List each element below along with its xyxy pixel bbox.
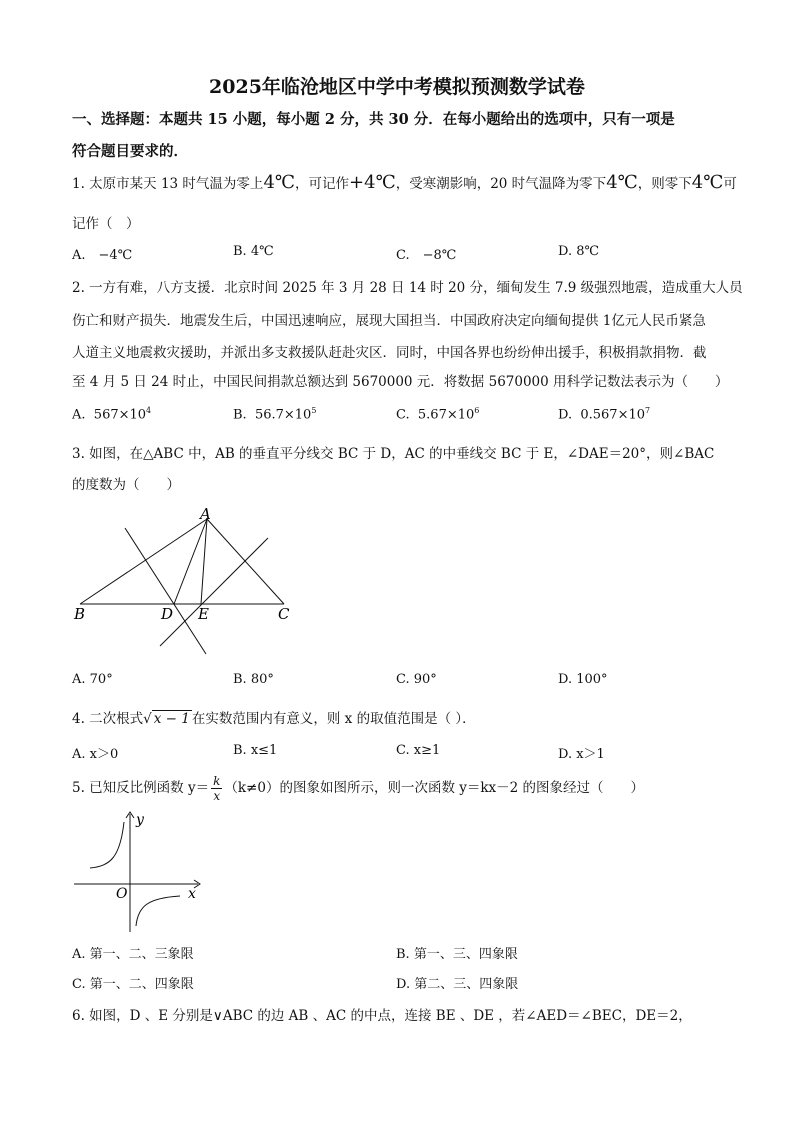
- q2-b-base: 56.7×10: [254, 407, 312, 423]
- label-x: x: [188, 886, 196, 902]
- q5-option-b[interactable]: B. 第一、三、四象限: [396, 947, 518, 962]
- question-1-line2: 记作（ ）: [72, 216, 140, 232]
- sqrt-symbol: √: [143, 711, 152, 727]
- q2-d-label: D.: [558, 407, 573, 423]
- q4-option-c[interactable]: C. x≥1: [396, 743, 441, 758]
- section-heading-line2: 符合题目要求的．: [72, 143, 188, 160]
- q2-d-exp: 7: [645, 406, 651, 415]
- q2-option-c[interactable]: [396, 406, 479, 422]
- q2-option-d[interactable]: [558, 406, 650, 422]
- q5-text-1: 5. 已知反比例函数 y＝: [72, 780, 210, 796]
- q2-a-base: 567×10: [93, 407, 147, 423]
- q1-temp-3: 4℃: [606, 172, 638, 193]
- section-heading-line1: 一、选择题：本题共 15 小题，每小题 2 分，共 30 分．在每小题给出的选项中，只有一项是: [72, 111, 675, 128]
- q5-option-d[interactable]: D. 第二、三、四象限: [396, 977, 519, 992]
- perp-bisector-ac: [160, 538, 268, 646]
- question-5: [72, 774, 644, 803]
- q2-option-b[interactable]: [233, 406, 316, 422]
- label-c: C: [278, 605, 290, 623]
- q3-option-c[interactable]: C. 90°: [396, 672, 437, 687]
- fraction-k-over-x: [211, 774, 222, 803]
- question-2-line4: 至 4 月 5 日 24 时止，中国民间捐款总额达到 5670000 元．将数据 5670000 用科学记数法表示为（ ）: [72, 374, 729, 390]
- hyperbola-branch-2: [90, 822, 124, 868]
- q4-text-1: 4. 二次根式: [72, 711, 144, 727]
- q5-text-2: （k≠0）的图象如图所示，则一次函数 y＝kx－2 的图象经过（ ）: [224, 780, 645, 796]
- label-b: B: [74, 605, 86, 623]
- label-y: y: [136, 812, 144, 828]
- q1-option-c[interactable]: C. −8℃: [396, 248, 457, 263]
- q3-option-b[interactable]: B. 80°: [233, 672, 274, 687]
- q2-c-exp: 6: [474, 406, 480, 415]
- question-3-line1: 3. 如图，在△ABC 中，AB 的垂直平分线交 BC 于 D，AC 的中垂线交 BC 于 E，∠DAE＝20°，则∠BAC: [72, 446, 715, 462]
- q5-option-a[interactable]: A. 第一、二、三象限: [72, 947, 194, 962]
- q1-text-1: 1. 太原市某天 13 时气温为零上: [72, 176, 264, 192]
- q1-option-a[interactable]: A. −4℃: [72, 248, 133, 263]
- question-4: [72, 707, 476, 727]
- q3-option-a[interactable]: A. 70°: [72, 672, 113, 687]
- q1-text-5: 可: [723, 176, 737, 192]
- q4-option-b[interactable]: B. x≤1: [233, 743, 278, 758]
- q2-d-base: 0.567×10: [580, 407, 646, 423]
- fraction-numerator: k: [213, 774, 221, 788]
- q2-b-exp: 5: [311, 406, 317, 415]
- q2-a-label: A.: [72, 407, 86, 423]
- q4-option-d[interactable]: D. x＞1: [558, 747, 605, 762]
- q4-radicand: x − 1: [153, 711, 190, 727]
- question-2-line3: 人道主义地震救灾援助，并派出多支救援队赶赴灾区．同时，中国各界也纷纷伸出援手，积极捐款捐物．截: [72, 345, 707, 361]
- q2-option-a[interactable]: [72, 406, 151, 422]
- q1-temp-1: 4℃: [263, 172, 296, 193]
- hyperbola-branch-4: [136, 896, 180, 926]
- line-ac: [207, 519, 284, 604]
- q3-option-d[interactable]: D. 100°: [558, 672, 608, 687]
- question-3-line2: 的度数为（ ）: [72, 477, 180, 493]
- q1-text-2: ，可记作: [295, 176, 350, 192]
- question-2-line2: 伤亡和财产损失．地震发生后，中国迅速响应，展现大国担当．中国政府决定向缅甸提供 1亿元人民币紧急: [72, 313, 706, 329]
- q1-temp-2: +4℃: [349, 172, 396, 193]
- q1-temp-4: 4℃: [691, 172, 724, 193]
- fraction-denominator: x: [213, 789, 221, 803]
- label-e: E: [198, 605, 209, 623]
- label-a: A: [200, 505, 211, 523]
- question-2-line1: 2. 一方有难，八方支援．北京时间 2025 年 3 月 28 日 14 时 20 分，缅甸发生 7.9 级强烈地震，造成重大人员: [72, 280, 743, 296]
- q2-c-label: C.: [396, 407, 410, 423]
- hyperbola-graph: [70, 808, 210, 938]
- q1-option-b[interactable]: B. 4℃: [233, 244, 274, 259]
- page-title: 2025年临沧地区中学中考模拟预测数学试卷: [209, 76, 585, 98]
- question-1-line1: [72, 172, 737, 193]
- q1-text-4: ，则零下: [637, 176, 692, 192]
- q4-option-a[interactable]: A. x＞0: [72, 747, 119, 762]
- q5-option-c[interactable]: C. 第一、二、四象限: [72, 977, 194, 992]
- question-6-line1: 6. 如图，D 、E 分别是∨ABC 的边 AB 、AC 的中点，连接 BE 、DE ，若∠AED＝∠BEC，DE＝2，: [72, 1008, 692, 1024]
- q2-a-exp: 4: [146, 406, 152, 415]
- triangle-figure: [70, 500, 300, 660]
- label-d: D: [161, 605, 174, 623]
- label-origin: O: [116, 886, 128, 902]
- q1-option-d[interactable]: D. 8℃: [558, 244, 600, 259]
- q1-text-3: ，受寒潮影响，20 时气温降为零下: [395, 176, 607, 192]
- line-ab: [80, 519, 207, 604]
- q2-c-base: 5.67×10: [417, 407, 475, 423]
- q2-b-label: B.: [233, 407, 247, 423]
- q4-text-2: 在实数范围内有意义，则 x 的取值范围是（ ）．: [191, 711, 476, 727]
